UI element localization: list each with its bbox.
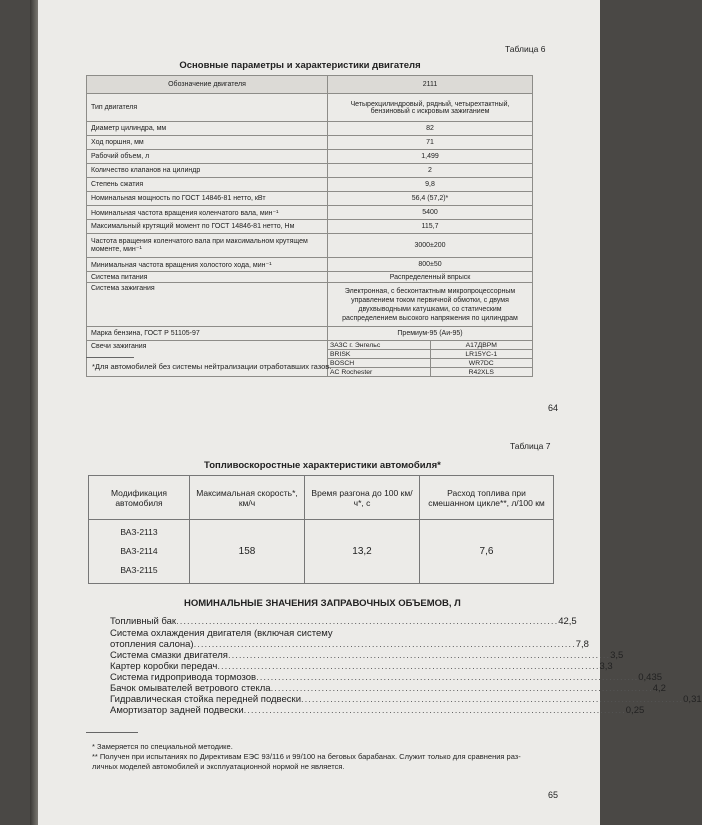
page-number: 64 [548,403,559,413]
fuel-speed-table [88,475,554,584]
table-row [87,178,533,192]
value-cell: 800±50 [328,258,533,272]
table-7-label: Таблица 7 [510,441,551,451]
page-number: 65 [548,790,559,800]
table-row [87,234,533,258]
engine-parameters-table [86,75,533,377]
param-cell: Свечи зажигания [87,341,328,377]
leader-dots: ......................................................................................................... [256,672,639,683]
table-row [87,258,533,272]
param-cell: Рабочий объем, л [87,150,328,164]
volume-name: Бачок омывателей ветрового стекла [110,683,271,694]
plug-maker: BOSCH [328,359,430,368]
volume-value: 0,435 [638,672,663,683]
volume-value: 7,8 [575,639,589,650]
spark-plug-cell [328,341,533,377]
table-row [87,192,533,206]
plug-model: R42XLS [468,368,494,376]
header-speed: Максимальная скорость*, км/ч [190,476,305,520]
table-header-row [89,476,554,520]
value-cell: 2 [328,164,533,178]
param-cell: Количество клапанов на цилиндр [87,164,328,178]
volume-value: 4,2 [652,683,666,694]
header-fuel: Расход топлива при смешанном цикле**, л/100 км [420,476,554,520]
table-row [87,122,533,136]
value-cell: 9,8 [328,178,533,192]
volume-name: Амортизатор задней подвески [110,705,244,716]
param-cell: Номинальная мощность по ГОСТ 14846-81 нетто, кВт [87,192,328,206]
param-cell: Марка бензина, ГОСТ Р 51105-97 [87,327,328,341]
value-cell: Распределенный впрыск [328,272,533,283]
volume-name: Система смазки двигателя [110,650,228,661]
value-cell: 115,7 [328,220,533,234]
plug-model: LR15YC-1 [430,350,532,359]
table-7-title: Топливоскоростные характеристики автомобиля* [204,460,441,471]
volume-value: 3,5 [610,650,624,661]
list-item [328,341,532,350]
value-cell: Электронная, с бесконтактным микропроцессорным управлением током первичной обмотки, с двумя двухвыводными катушками, со статическим распределением высокого напряжения по цилиндрам [328,283,533,327]
table-6-title: Основные параметры и характеристики двигателя [179,60,421,71]
param-cell: Минимальная частота вращения холостого хода, мин⁻¹ [87,258,328,272]
table-row [87,164,533,178]
param-cell: Частота вращения коленчатого вала при максимальном крутящем моменте, мин⁻¹ [87,234,328,258]
param-cell: Диаметр цилиндра, мм [87,122,328,136]
value-cell: Премиум-95 (Аи-95) [328,327,533,341]
param-cell: Ход поршня, мм [87,136,328,150]
model-name: ВАЗ-2113 [120,527,158,537]
param-cell: Номинальная частота вращения коленчатого вала, мин⁻¹ [87,206,328,220]
table-row [87,327,533,341]
param-cell: Степень сжатия [87,178,328,192]
list-item [110,650,624,661]
list-item [110,639,589,650]
volume-name: Система охлаждения двигателя (включая систему [110,628,333,639]
volume-value: 3,3 [599,661,613,672]
list-item [110,705,645,716]
table-row [87,94,533,122]
volume-name: Картер коробки передач [110,661,218,672]
value-cell: 71 [328,136,533,150]
plug-maker: AC Rochester [328,368,430,377]
leader-dots: ......................................................................................................... [176,616,559,627]
footnote-divider [86,732,138,733]
param-cell: Система питания [87,272,328,283]
value-cell: 3000±200 [328,234,533,258]
footnote-divider [86,357,134,358]
table-row-spark-plugs [87,341,533,377]
param-cell: Тип двигателя [87,94,328,122]
list-item [328,359,532,368]
list-item [110,694,702,705]
footnote: * Замеряется по специальной методике. [92,742,233,751]
value-cell: Четырехцилиндровый, рядный, четырехтактный, бензиновый с искровым зажиганием [328,94,533,122]
header-value: 2111 [328,76,533,94]
list-item [328,350,532,359]
table-row [89,520,554,584]
footnote: ** Получен при испытаниях по Директивам ЕЭС 93/116 и 99/100 на беговых барабанах. Служит только для сравнения раз- [92,752,521,761]
speed-value: 158 [190,520,305,584]
leader-dots: ......................................................................................................... [217,661,600,672]
table-row [87,136,533,150]
table-6-label: Таблица 6 [505,44,546,54]
value-cell: 5400 [328,206,533,220]
header-acceleration: Время разгона до 100 км/ч*, с [305,476,420,520]
list-item [328,368,532,377]
plug-maker: BRISK [328,350,430,359]
spark-plug-subtable [328,341,532,376]
value-cell: 56,4 (57,2)* [328,192,533,206]
list-item [110,661,613,672]
value-cell: 1,499 [328,150,533,164]
leader-dots: ......................................................................................................... [301,694,684,705]
models-cell [89,520,190,584]
plug-model: А17ДВРМ [430,341,532,350]
list-item [110,628,530,639]
footnote: личных моделей автомобилей и эксплуатационной нормой не является. [92,762,345,771]
volume-name: Топливный бак [110,616,177,627]
volumes-title: НОМИНАЛЬНЫЕ ЗНАЧЕНИЯ ЗАПРАВОЧНЫХ ОБЪЕМОВ, Л [184,598,461,609]
table-row [87,150,533,164]
plug-model: WR7DC [430,359,532,368]
plug-maker: ЗАЗС г. Энгельс [328,341,430,350]
leader-dots: ......................................................................................................... [270,683,653,694]
value-cell: 82 [328,122,533,136]
table-row [87,206,533,220]
table-row [87,220,533,234]
fuel-value: 7,6 [420,520,554,584]
volume-name: Гидравлическая стойка передней подвески [110,694,301,705]
header-param: Обозначение двигателя [87,76,328,94]
param-cell: Система зажигания [87,283,328,327]
volume-name: отопления салона) [110,639,194,650]
leader-dots: ......................................................................................................... [193,639,576,650]
volume-name: Система гидропривода тормозов [110,672,257,683]
list-item [110,672,663,683]
list-item [110,683,666,694]
table-row [87,272,533,283]
param-cell: Максимальный крутящий момент по ГОСТ 14846-81 нетто, Нм [87,220,328,234]
table-header-row [87,76,533,94]
header-model: Модификация автомобиля [89,476,190,520]
model-name: ВАЗ-2115 [120,565,158,575]
footnote: *Для автомобилей без системы нейтрализации отработавших газов. [92,362,332,371]
leader-dots: ......................................................................................................... [243,705,626,716]
volume-value: 0,25 [625,705,645,716]
acceleration-value: 13,2 [305,520,420,584]
volume-value: 0,31 [683,694,702,705]
volume-value: 42,5 [558,616,577,627]
leader-dots: ......................................................................................................... [227,650,611,661]
model-name: ВАЗ-2114 [120,546,158,556]
table-row [87,283,533,327]
list-item [110,616,577,627]
